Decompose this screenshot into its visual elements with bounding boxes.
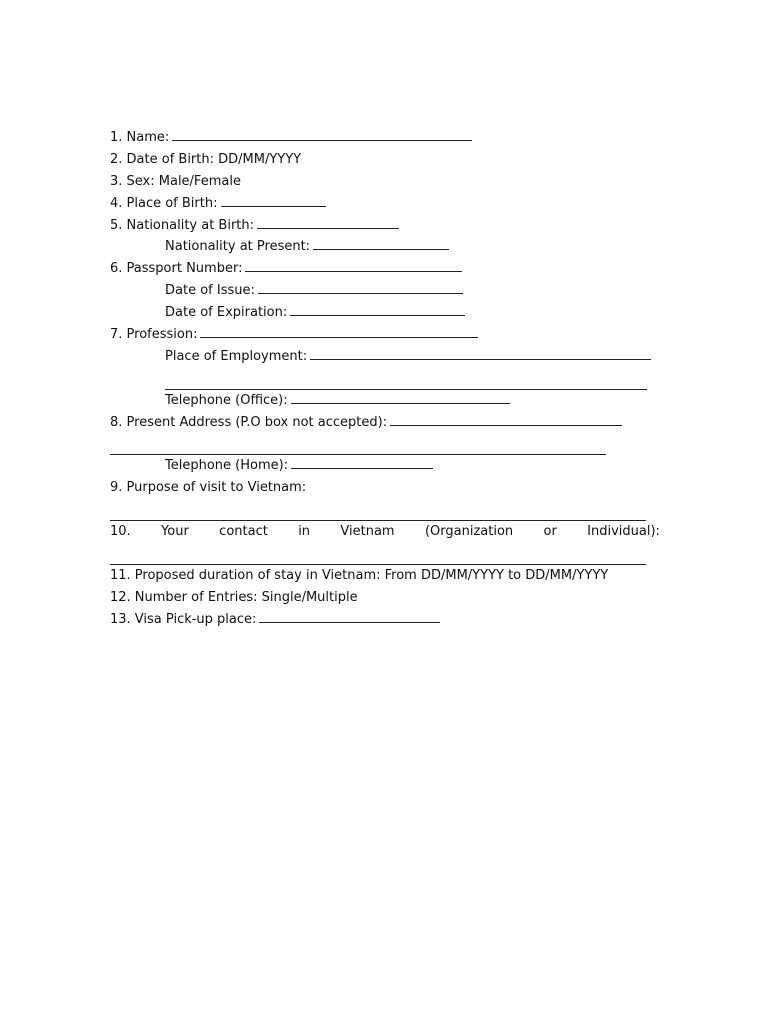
name-row xyxy=(110,127,660,149)
telephone-office-label: Telephone (Office): xyxy=(165,392,288,408)
contact-word: (Organization xyxy=(424,524,514,540)
telephone-office-row xyxy=(110,390,660,412)
present-address-row xyxy=(110,412,660,434)
date-of-expiration-row xyxy=(110,302,660,324)
date-of-issue-row xyxy=(110,280,660,302)
purpose-row xyxy=(110,477,660,499)
dob-row xyxy=(110,149,660,171)
nationality-present-blank xyxy=(313,237,449,250)
sex-row xyxy=(110,171,660,193)
place-of-birth-row xyxy=(110,193,660,215)
entries-row xyxy=(110,587,660,609)
date-of-issue-blank xyxy=(258,281,463,294)
duration-row xyxy=(110,565,660,587)
telephone-home-row xyxy=(110,455,660,477)
present-address-continuation-blank xyxy=(110,442,606,455)
duration-label: 11. Proposed duration of stay in Vietnam: From DD/MM/YYYY to DD/MM/YYYY xyxy=(110,567,609,583)
date-of-expiration-blank xyxy=(290,303,465,316)
present-address-label: 8. Present Address (P.O box not accepted): xyxy=(110,414,388,430)
visa-application-form xyxy=(110,127,660,630)
place-of-employment-continuation-row xyxy=(110,368,660,390)
purpose-blank xyxy=(110,508,646,521)
passport-number-row xyxy=(110,258,660,280)
pickup-row xyxy=(110,609,660,631)
name-label: 1. Name: xyxy=(110,130,170,145)
place-of-birth-label: 4. Place of Birth: xyxy=(110,195,218,211)
dob-label: 2. Date of Birth: DD/MM/YYYY xyxy=(110,151,302,167)
contact-word: Your xyxy=(161,524,189,540)
contact-word: contact xyxy=(219,524,268,540)
purpose-continuation-row xyxy=(110,499,660,521)
pickup-blank xyxy=(259,610,440,623)
contact-word: Vietnam xyxy=(340,524,395,540)
contact-row xyxy=(110,521,660,543)
place-of-employment-continuation-blank xyxy=(165,377,647,390)
present-address-continuation-row xyxy=(110,433,660,455)
place-of-employment-blank xyxy=(310,347,651,360)
place-of-employment-row xyxy=(110,346,660,368)
contact-word: 10. xyxy=(110,524,131,540)
nationality-birth-label: 5. Nationality at Birth: xyxy=(110,217,255,233)
place-of-employment-label: Place of Employment: xyxy=(165,348,308,364)
place-of-birth-blank xyxy=(221,194,326,207)
nationality-present-row xyxy=(110,236,660,258)
name-blank xyxy=(172,128,472,141)
profession-row xyxy=(110,324,660,346)
contact-word: in xyxy=(298,524,311,540)
contact-word: or xyxy=(543,524,557,540)
nationality-present-label: Nationality at Present: xyxy=(165,239,311,255)
sex-label: 3. Sex: Male/Female xyxy=(110,173,241,189)
contact-blank xyxy=(110,552,646,565)
purpose-label: 9. Purpose of visit to Vietnam: xyxy=(110,480,307,496)
pickup-label: 13. Visa Pick-up place: xyxy=(110,611,257,627)
entries-label: 12. Number of Entries: Single/Multiple xyxy=(110,589,358,605)
telephone-home-label: Telephone (Home): xyxy=(165,458,289,474)
date-of-expiration-label: Date of Expiration: xyxy=(165,305,288,321)
passport-number-blank xyxy=(245,259,462,272)
passport-number-label: 6. Passport Number: xyxy=(110,261,243,277)
nationality-birth-row xyxy=(110,215,660,237)
telephone-home-blank xyxy=(291,456,433,469)
profession-label: 7. Profession: xyxy=(110,327,198,343)
contact-word: Individual): xyxy=(587,524,660,540)
present-address-blank xyxy=(390,413,622,426)
nationality-birth-blank xyxy=(257,216,399,229)
profession-blank xyxy=(200,325,478,338)
contact-continuation-row xyxy=(110,543,660,565)
date-of-issue-label: Date of Issue: xyxy=(165,283,255,299)
telephone-office-blank xyxy=(291,391,510,404)
